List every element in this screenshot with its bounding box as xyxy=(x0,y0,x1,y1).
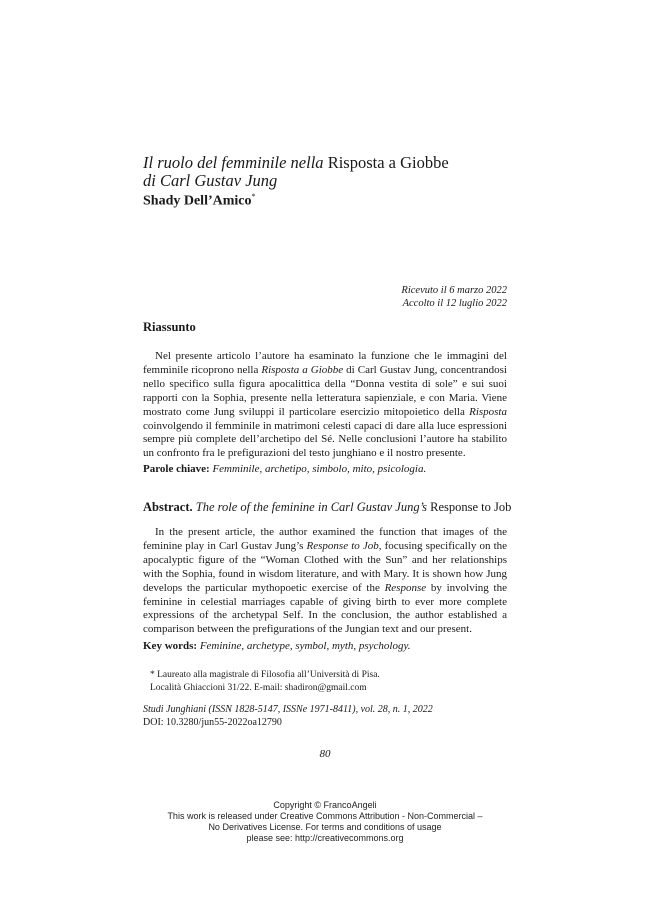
footnote-affiliation: * Laureato alla magistrale di Filosofia all’Università di Pisa. xyxy=(150,670,380,680)
abstract-text-c: , focusing specifically on the apocalyptic figure of the “Woman Clothed with the Sun” and her relationships with the Sophia, found in wisdom literature, and with Mary. It is shown how Jung develops the particular mythopoetic exercise of the xyxy=(143,539,508,594)
author-name-text: Shady Dell’Amico xyxy=(143,193,252,209)
author-footnote-mark: * xyxy=(251,192,256,201)
author-footnote xyxy=(150,669,510,694)
riassunto-text-b: Risposta a Giobbe xyxy=(261,363,344,376)
journal-citation: Studi Junghiani (ISSN 1828-5147, ISSNe 1971-8411), vol. 28, n. 1, 2022 xyxy=(143,704,433,715)
article-title xyxy=(143,154,523,190)
title-work-name: Risposta a Giobbe xyxy=(327,153,449,172)
submission-dates xyxy=(401,285,507,310)
copyright-line-1: Copyright © FrancoAngeli xyxy=(273,800,377,810)
keywords-it-value: Femminile, archetipo, simbolo, mito, psicologia. xyxy=(209,463,427,475)
abstract-title-work: Response to Job xyxy=(427,500,512,514)
riassunto-text-e: coinvolgendo il femminile in matrimoni celesti capaci di dare alla luce espressioni sempre più complete dell’archetipo del Sé. Nelle conclusioni l’autore ha stabilito un confronto fra le prefigurazioni del testo junghiano e il nostro presente. xyxy=(143,419,507,460)
abstract-text-b: Response to Job xyxy=(306,539,379,552)
abstract-text-e: by involving the feminine in celestial marriages capable of giving birth to ever more complete expressions of the archetypal Self. In the conclusion, the author established a comparison between the prefigurations of the Jungian text and our present. xyxy=(143,581,507,636)
copyright-line-2: This work is released under Creative Commons Attribution - Non-Commercial – xyxy=(167,811,483,821)
abstract-text-a: In the present article, the author examined the function that images of the feminine play in Carl Gustav Jung’s xyxy=(143,526,507,552)
riassunto-paragraph xyxy=(143,350,507,461)
keywords-it-label: Parole chiave: xyxy=(143,463,210,475)
received-date: Ricevuto il 6 marzo 2022 xyxy=(401,285,507,296)
journal-info xyxy=(143,704,503,729)
keywords-en-label: Key words: xyxy=(143,640,198,652)
copyright-notice xyxy=(0,800,650,844)
keywords-italian xyxy=(143,463,507,477)
riassunto-text-a: Nel presente articolo l’autore ha esaminato la funzione che le immagini del femminile ricoprono nella xyxy=(143,350,507,376)
abstract-label: Abstract. xyxy=(143,500,193,514)
author-name xyxy=(143,192,256,210)
riassunto-text-c: di Carl Gustav Jung, concentrandosi nello specifico sulla figura apocalittica della “Donna vestita di sole” e sui suoi rapporti con la Sophia, presente nella letteratura sapienziale, e con Maria. Viene mostrato come Jung sviluppi il particolare esercizio mitopoietico della xyxy=(143,363,507,418)
riassunto-heading: Riassunto xyxy=(143,320,196,334)
keywords-english xyxy=(143,640,507,654)
abstract-text-d: Response xyxy=(384,581,427,594)
copyright-line-4: please see: http://creativecommons.org xyxy=(246,833,404,843)
title-line-2 xyxy=(143,172,523,190)
riassunto-text-d: Risposta xyxy=(469,405,507,418)
keywords-en-value: Feminine, archetype, symbol, myth, psychology. xyxy=(197,640,411,652)
abstract-heading xyxy=(143,500,523,515)
footnote-contact: Località Ghiaccioni 31/22. E-mail: shadiron@gmail.com xyxy=(150,682,367,693)
title-italic-part: Il ruolo del femminile nella xyxy=(143,153,328,172)
title-line-1 xyxy=(143,154,523,172)
page-number: 80 xyxy=(319,748,331,760)
journal-doi: DOI: 10.3280/jun55-2022oa12790 xyxy=(143,716,282,728)
title-italic-part-2: di Carl Gustav Jung xyxy=(143,171,278,190)
abstract-paragraph xyxy=(143,526,507,637)
accepted-date: Accolto il 12 luglio 2022 xyxy=(402,297,507,309)
abstract-title-italic: The role of the feminine in Carl Gustav Jung’s xyxy=(192,500,427,514)
copyright-line-3: No Derivatives License. For terms and conditions of usage xyxy=(208,822,442,832)
